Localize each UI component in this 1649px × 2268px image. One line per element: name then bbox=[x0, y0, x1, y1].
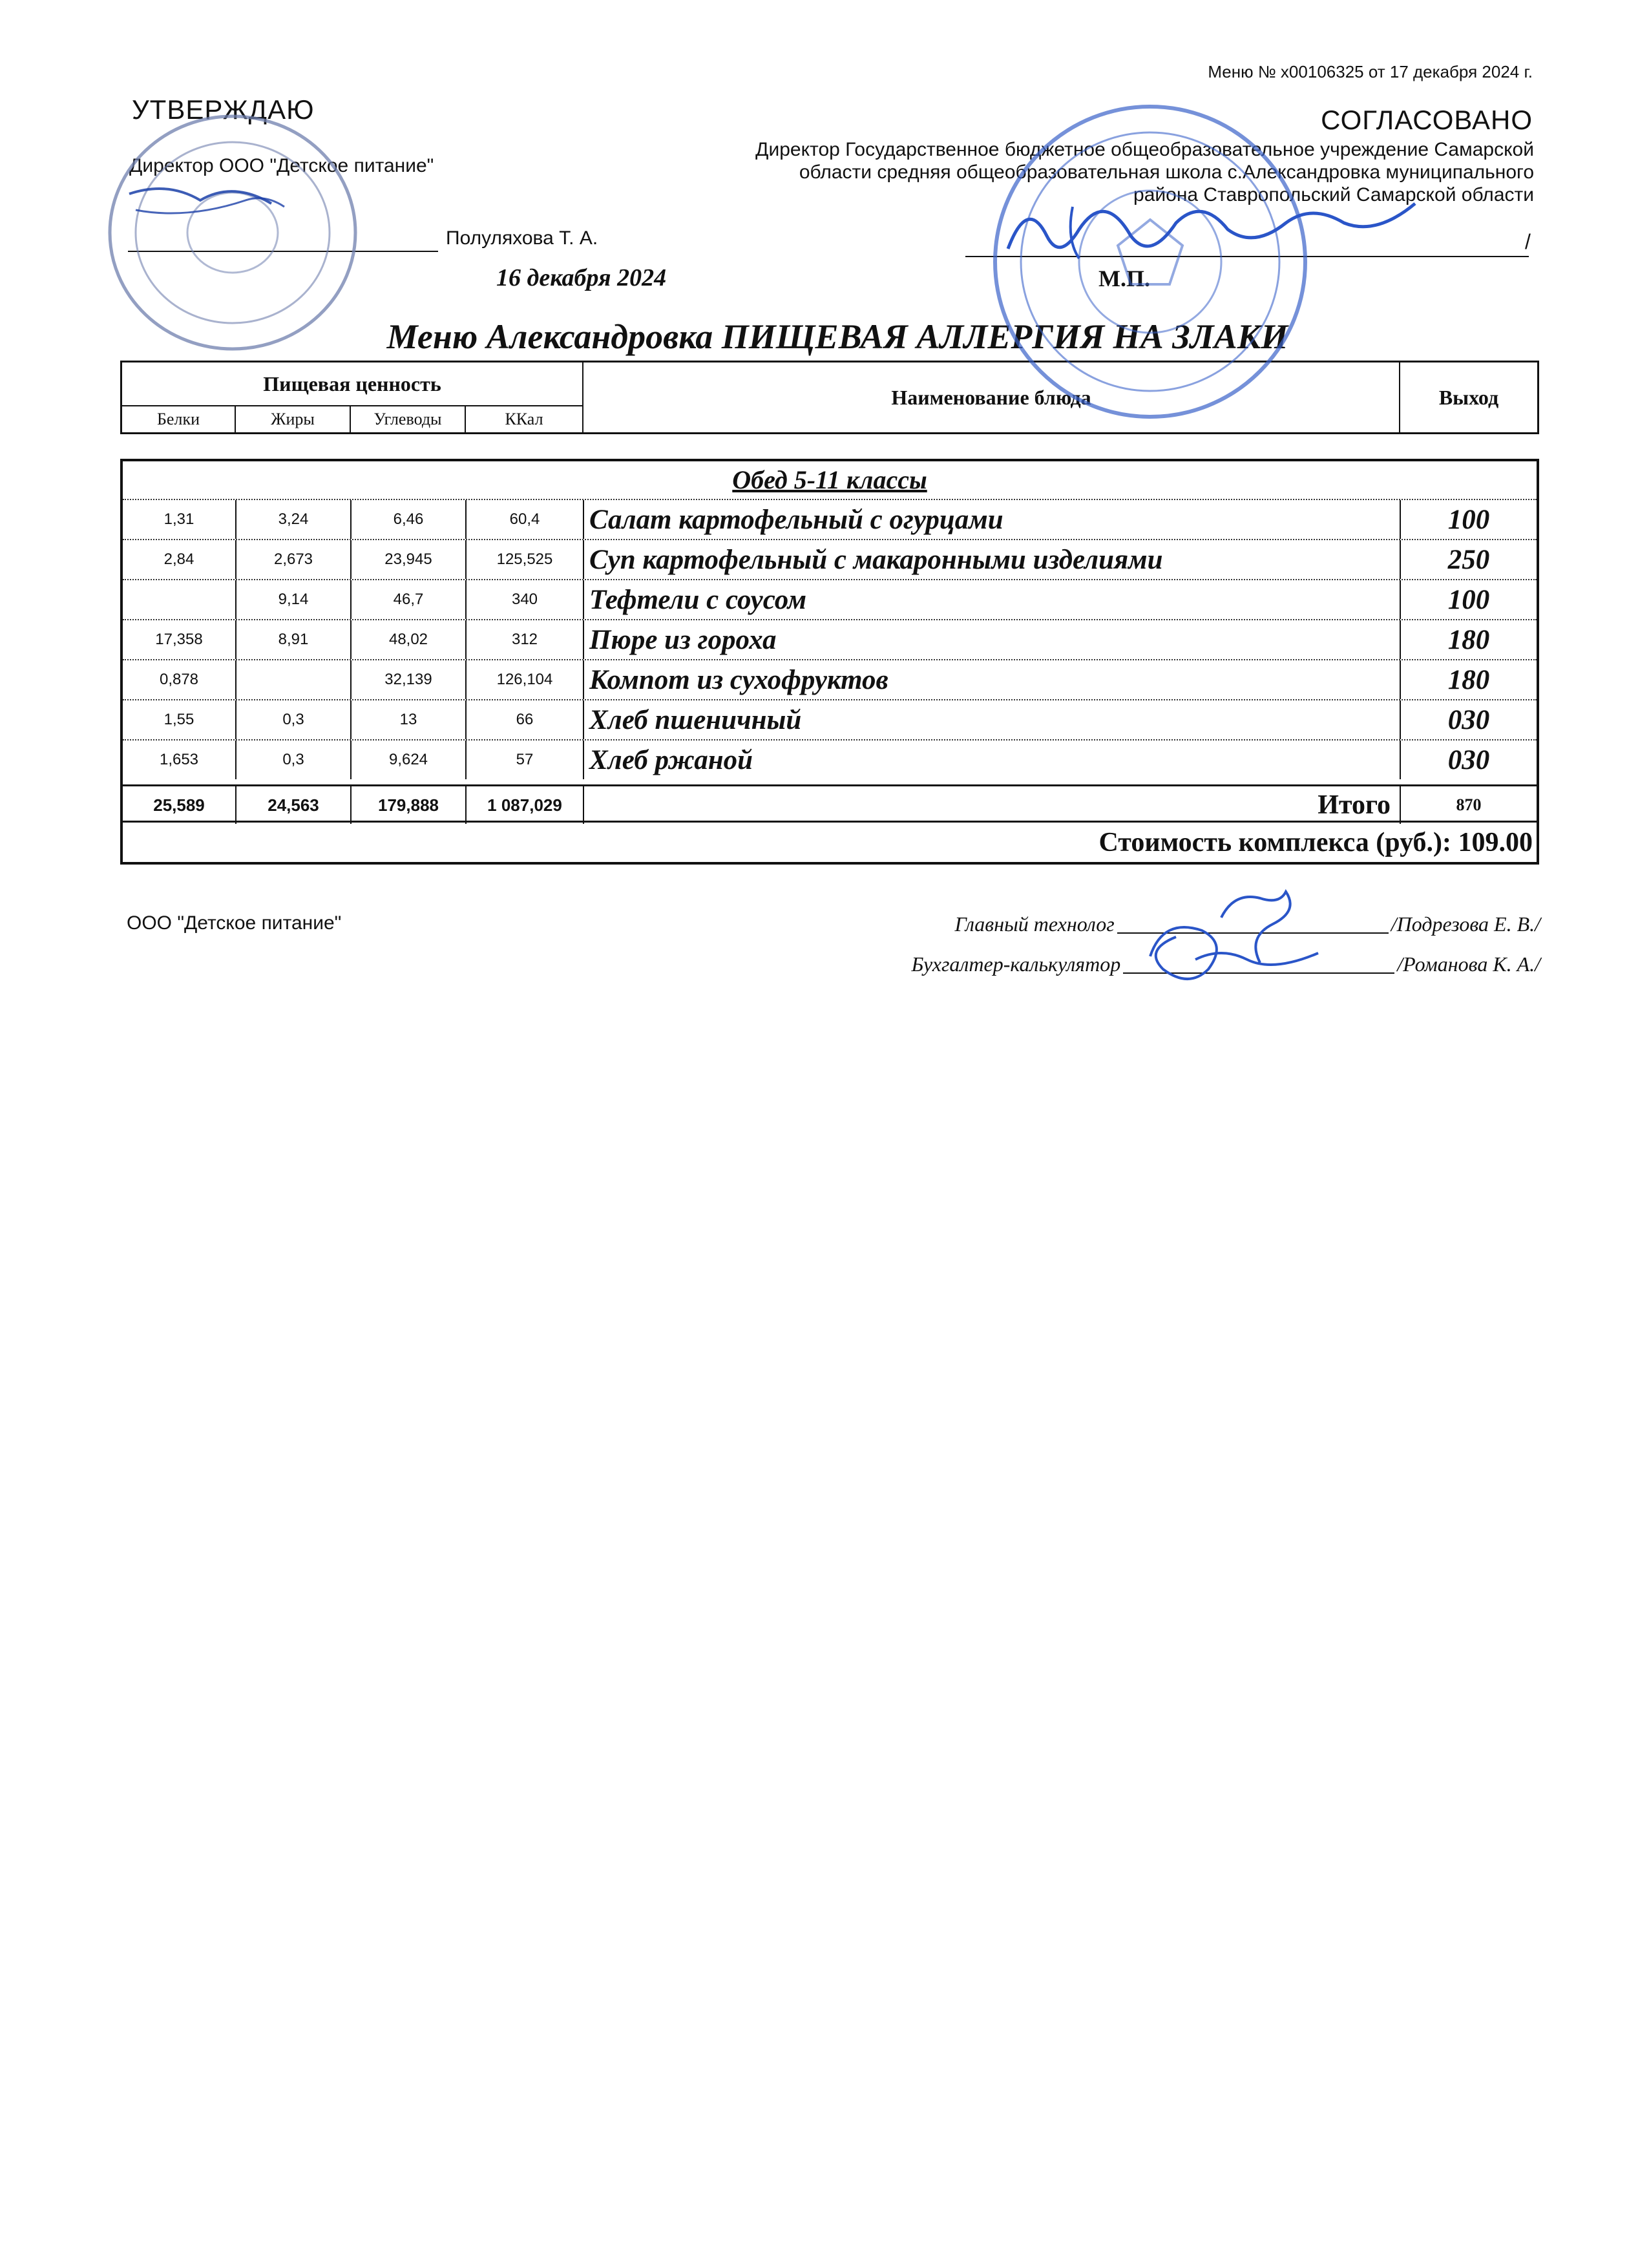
menu-row bbox=[123, 739, 1537, 781]
menu-row bbox=[123, 579, 1537, 620]
approve-date: 16 декабря 2024 bbox=[496, 264, 667, 291]
cell-fat: 0,3 bbox=[236, 700, 352, 739]
total-kcal: 1 087,029 bbox=[467, 786, 584, 824]
cell-yield: 100 bbox=[1447, 584, 1490, 615]
menu-row bbox=[123, 499, 1537, 540]
cell-yield: 180 bbox=[1447, 624, 1490, 655]
column-header-dish: Наименование блюда bbox=[583, 362, 1400, 432]
agree-signature-line bbox=[965, 256, 1529, 257]
cell-kcal: 66 bbox=[467, 700, 584, 739]
cell-protein: 0,878 bbox=[123, 660, 236, 699]
menu-number: Меню № x00106325 от 17 декабря 2024 г. bbox=[1208, 62, 1533, 81]
menu-row bbox=[123, 659, 1537, 700]
total-protein: 25,589 bbox=[123, 786, 236, 824]
document-title: Меню Александровка ПИЩЕВАЯ АЛЛЕРГИЯ НА ЗЛАКИ bbox=[386, 317, 1288, 356]
total-label: Итого bbox=[584, 786, 1401, 824]
stamp-place-label: М.П. bbox=[1098, 266, 1150, 291]
footer-organization: ООО "Детское питание" bbox=[127, 912, 342, 934]
signer-role: Главный технолог bbox=[954, 912, 1115, 936]
total-yield: 870 bbox=[1456, 795, 1482, 814]
cell-fat: 0,3 bbox=[236, 740, 352, 779]
cell-fat: 3,24 bbox=[236, 500, 352, 539]
cell-protein: 2,84 bbox=[123, 540, 236, 579]
column-header-protein: Белки bbox=[122, 406, 236, 432]
approve-position: Директор ООО "Детское питание" bbox=[129, 155, 434, 176]
cell-dish: Хлеб пшеничный bbox=[584, 700, 1401, 739]
cell-carbs: 13 bbox=[352, 700, 467, 739]
agree-slash: / bbox=[1525, 230, 1531, 253]
cell-protein: 1,55 bbox=[123, 700, 236, 739]
cell-fat: 9,14 bbox=[236, 580, 352, 619]
approve-name: Полуляхова Т. А. bbox=[446, 227, 598, 249]
signer-role: Бухгалтер-калькулятор bbox=[911, 952, 1121, 976]
cell-dish: Компот из сухофруктов bbox=[584, 660, 1401, 699]
agree-title: СОГЛАСОВАНО bbox=[1321, 105, 1533, 135]
signer-name: /Романова К. А./ bbox=[1397, 952, 1540, 976]
menu-table bbox=[120, 459, 1539, 865]
cell-yield: 180 bbox=[1447, 664, 1490, 695]
cell-fat: 2,673 bbox=[236, 540, 352, 579]
column-header-fat: Жиры bbox=[236, 406, 351, 432]
agree-position-line: Директор Государственное бюджетное общеобразовательное учреждение Самарской bbox=[755, 139, 1534, 160]
cell-dish: Пюре из гороха bbox=[584, 620, 1401, 659]
cell-carbs: 46,7 bbox=[352, 580, 467, 619]
cell-kcal: 60,4 bbox=[467, 500, 584, 539]
cell-kcal: 126,104 bbox=[467, 660, 584, 699]
section-title-text: Обед 5-11 классы bbox=[732, 465, 927, 494]
agree-position-line: области средняя общеобразовательная школа с.Александровка муниципального bbox=[799, 162, 1534, 183]
cell-kcal: 340 bbox=[467, 580, 584, 619]
signer-technologist bbox=[954, 912, 1540, 936]
cell-fat: 8,91 bbox=[236, 620, 352, 659]
menu-row bbox=[123, 539, 1537, 580]
cell-protein: 1,31 bbox=[123, 500, 236, 539]
technologist-signature bbox=[1124, 879, 1338, 995]
nutrition-group-header: Пищевая ценность bbox=[122, 362, 583, 406]
signature-line bbox=[1123, 971, 1394, 974]
cell-protein: 17,358 bbox=[123, 620, 236, 659]
menu-row bbox=[123, 619, 1537, 660]
menu-row bbox=[123, 699, 1537, 740]
column-header-carbs: Углеводы bbox=[351, 406, 466, 432]
cell-carbs: 32,139 bbox=[352, 660, 467, 699]
approve-title: УТВЕРЖДАЮ bbox=[132, 94, 315, 125]
total-row bbox=[123, 784, 1537, 824]
cell-dish: Хлеб ржаной bbox=[584, 740, 1401, 779]
cell-dish: Суп картофельный с макаронными изделиями bbox=[584, 540, 1401, 579]
agree-position-line: района Ставропольский Самарской области bbox=[1133, 184, 1534, 205]
table-header bbox=[120, 361, 1539, 434]
cell-carbs: 23,945 bbox=[352, 540, 467, 579]
signer-accountant bbox=[911, 952, 1540, 976]
cell-yield: 250 bbox=[1447, 544, 1490, 575]
total-carbs: 179,888 bbox=[352, 786, 467, 824]
agree-position bbox=[616, 138, 1534, 206]
column-header-kcal: ККал bbox=[466, 406, 583, 432]
cell-carbs: 48,02 bbox=[352, 620, 467, 659]
section-title bbox=[123, 461, 1537, 499]
complex-cost: Стоимость комплекса (руб.): 109.00 bbox=[123, 821, 1537, 862]
cell-kcal: 125,525 bbox=[467, 540, 584, 579]
cell-protein: 1,653 bbox=[123, 740, 236, 779]
column-header-yield: Выход bbox=[1438, 385, 1499, 409]
cell-yield: 030 bbox=[1447, 704, 1490, 735]
signature-line bbox=[1117, 931, 1389, 934]
cell-fat bbox=[236, 660, 352, 699]
cell-protein bbox=[123, 580, 236, 619]
cell-kcal: 57 bbox=[467, 740, 584, 779]
total-fat: 24,563 bbox=[236, 786, 352, 824]
cell-dish: Тефтели с соусом bbox=[584, 580, 1401, 619]
cell-carbs: 9,624 bbox=[352, 740, 467, 779]
cell-kcal: 312 bbox=[467, 620, 584, 659]
cell-dish: Салат картофельный с огурцами bbox=[584, 500, 1401, 539]
cell-yield: 030 bbox=[1447, 744, 1490, 775]
signer-name: /Подрезова Е. В./ bbox=[1391, 912, 1540, 936]
approve-signature-line bbox=[128, 251, 438, 252]
cell-carbs: 6,46 bbox=[352, 500, 467, 539]
cell-yield: 100 bbox=[1447, 504, 1490, 535]
